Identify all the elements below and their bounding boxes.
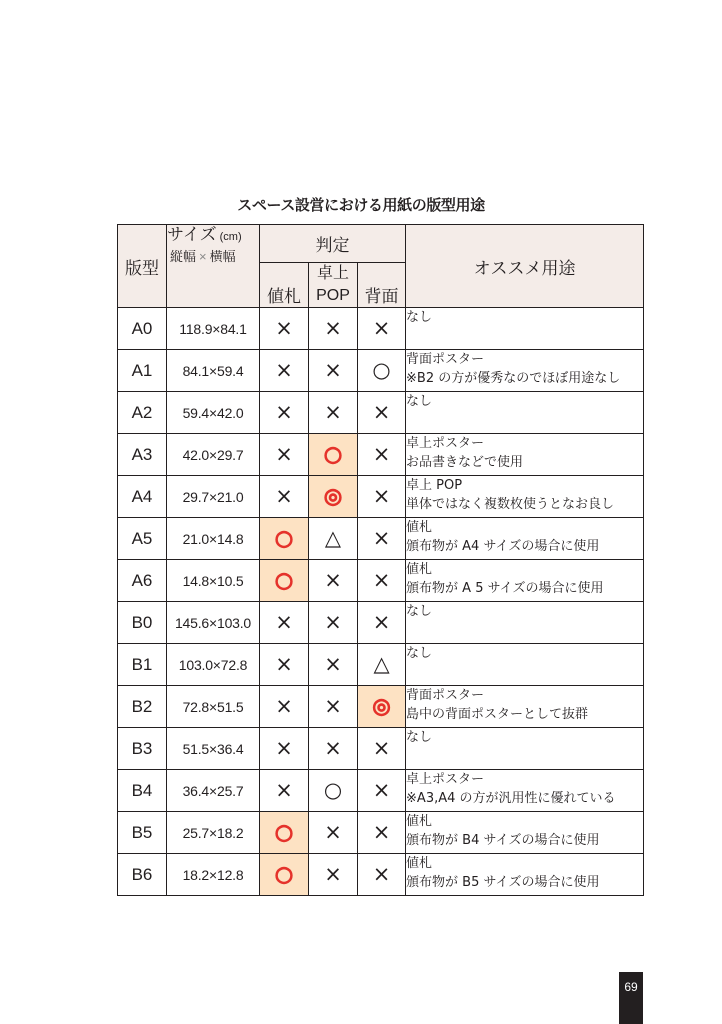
usage-line: なし <box>406 730 433 745</box>
price-tag-mark-cell <box>260 686 309 728</box>
header-size <box>167 225 260 308</box>
price-tag-mark: × <box>275 609 293 634</box>
usage-line: 卓上ポスター <box>406 772 485 787</box>
back-mark-cell <box>358 518 406 560</box>
back-mark: × <box>372 315 391 340</box>
price-tag-mark-cell <box>260 560 309 602</box>
desk-pop-mark-cell <box>309 392 358 434</box>
desk-pop-mark: ◎ <box>323 483 343 508</box>
usage-line: 島中の背面ポスターとして抜群 <box>406 707 589 722</box>
price-tag-mark-cell <box>260 518 309 560</box>
desk-pop-mark-cell <box>309 686 358 728</box>
usage-line: なし <box>406 394 433 409</box>
back-mark: × <box>372 567 391 592</box>
price-tag-mark-cell <box>260 392 309 434</box>
table-row <box>118 350 644 392</box>
size-cell: 145.6×103.0 <box>167 602 260 644</box>
usage-cell <box>406 728 644 770</box>
usage-line: 値札 <box>406 562 433 577</box>
usage-cell <box>406 392 644 434</box>
header-dims-height: 縦幅 <box>170 249 197 264</box>
usage-line: なし <box>406 646 433 661</box>
usage-line: なし <box>406 604 433 619</box>
header-desk-pop <box>309 263 358 308</box>
price-tag-mark: × <box>275 777 293 802</box>
back-mark: × <box>372 483 391 508</box>
back-mark: △ <box>373 651 390 676</box>
usage-line: 単体ではなく複数枚使うとなお良し <box>406 497 615 512</box>
back-mark: × <box>372 861 391 886</box>
table-row <box>118 308 644 350</box>
size-cell: 29.7×21.0 <box>167 476 260 518</box>
size-cell: 118.9×84.1 <box>167 308 260 350</box>
plate-cell: A1 <box>118 350 167 392</box>
desk-pop-mark-cell <box>309 728 358 770</box>
plate-cell: B1 <box>118 644 167 686</box>
back-mark-cell <box>358 350 406 392</box>
usage-line: 値札 <box>406 520 433 535</box>
price-tag-mark: × <box>275 399 293 424</box>
size-cell: 103.0×72.8 <box>167 644 260 686</box>
desk-pop-mark-cell <box>309 644 358 686</box>
table-row <box>118 770 644 812</box>
size-cell: 84.1×59.4 <box>167 350 260 392</box>
back-mark-cell <box>358 812 406 854</box>
price-tag-mark: × <box>275 693 293 718</box>
header-judgement: 判定 <box>260 225 406 263</box>
plate-cell: B2 <box>118 686 167 728</box>
price-tag-mark-cell <box>260 854 309 896</box>
size-cell: 36.4×25.7 <box>167 770 260 812</box>
usage-line: 値札 <box>406 856 433 871</box>
plate-cell: A2 <box>118 392 167 434</box>
back-mark-cell <box>358 686 406 728</box>
plate-usage-table <box>117 224 644 896</box>
header-desk-pop-line2: POP <box>316 287 350 304</box>
table-row <box>118 560 644 602</box>
desk-pop-mark-cell <box>309 308 358 350</box>
back-mark: ◎ <box>372 693 391 718</box>
plate-cell: B4 <box>118 770 167 812</box>
size-cell: 72.8×51.5 <box>167 686 260 728</box>
page-number-badge: 69 <box>619 972 643 1024</box>
size-cell: 21.0×14.8 <box>167 518 260 560</box>
usage-cell <box>406 350 644 392</box>
size-cell: 51.5×36.4 <box>167 728 260 770</box>
desk-pop-mark: × <box>324 651 342 676</box>
desk-pop-mark: × <box>324 399 342 424</box>
price-tag-mark: ○ <box>274 819 294 844</box>
back-mark: ○ <box>372 357 391 382</box>
price-tag-mark-cell <box>260 602 309 644</box>
header-price-tag: 値札 <box>260 263 309 308</box>
desk-pop-mark: × <box>324 735 342 760</box>
usage-line: お品書きなどで使用 <box>406 455 524 470</box>
usage-line: 頒布物が A4 サイズの場合に使用 <box>406 539 600 554</box>
desk-pop-mark: × <box>324 861 342 886</box>
desk-pop-mark-cell <box>309 476 358 518</box>
usage-line: 頒布物が A 5 サイズの場合に使用 <box>406 581 604 596</box>
usage-cell <box>406 434 644 476</box>
usage-line: ※A3,A4 の方が汎用性に優れている <box>406 791 616 806</box>
back-mark-cell <box>358 560 406 602</box>
price-tag-mark: × <box>275 651 293 676</box>
table-row <box>118 854 644 896</box>
back-mark-cell <box>358 728 406 770</box>
price-tag-mark: ○ <box>274 525 294 550</box>
price-tag-mark-cell <box>260 728 309 770</box>
table-header <box>118 225 644 308</box>
back-mark-cell <box>358 644 406 686</box>
table-row <box>118 644 644 686</box>
usage-line: 背面ポスター <box>406 352 485 367</box>
back-mark: × <box>372 777 391 802</box>
document-title: スペース設営における用紙の版型用途 <box>237 197 485 214</box>
header-size-label: サイズ <box>167 225 217 244</box>
price-tag-mark-cell <box>260 350 309 392</box>
usage-cell <box>406 644 644 686</box>
header-dims-sep: × <box>199 249 207 264</box>
back-mark-cell <box>358 308 406 350</box>
usage-cell <box>406 854 644 896</box>
plate-cell: B5 <box>118 812 167 854</box>
back-mark-cell <box>358 476 406 518</box>
price-tag-mark: × <box>275 483 293 508</box>
header-back: 背面 <box>358 263 406 308</box>
price-tag-mark-cell <box>260 644 309 686</box>
size-cell: 18.2×12.8 <box>167 854 260 896</box>
header-size-unit: (cm) <box>219 231 242 243</box>
back-mark: × <box>372 525 391 550</box>
plate-cell: B6 <box>118 854 167 896</box>
desk-pop-mark-cell <box>309 812 358 854</box>
price-tag-mark: × <box>275 735 293 760</box>
table-row <box>118 812 644 854</box>
desk-pop-mark-cell <box>309 854 358 896</box>
back-mark-cell <box>358 770 406 812</box>
usage-line: ※B2 の方が優秀なのでほぼ用途なし <box>406 371 621 386</box>
plate-cell: A3 <box>118 434 167 476</box>
back-mark-cell <box>358 602 406 644</box>
price-tag-mark: × <box>275 315 293 340</box>
table-row <box>118 392 644 434</box>
desk-pop-mark: × <box>324 609 342 634</box>
plate-cell: B0 <box>118 602 167 644</box>
desk-pop-mark: × <box>324 819 342 844</box>
back-mark-cell <box>358 854 406 896</box>
back-mark: × <box>372 819 391 844</box>
header-desk-pop-line1: 卓上 <box>316 265 349 282</box>
back-mark: × <box>372 441 391 466</box>
desk-pop-mark-cell <box>309 350 358 392</box>
desk-pop-mark-cell <box>309 770 358 812</box>
usage-line: 頒布物が B5 サイズの場合に使用 <box>406 875 600 890</box>
usage-line: 背面ポスター <box>406 688 485 703</box>
price-tag-mark: ○ <box>274 861 294 886</box>
header-recommended: オススメ用途 <box>406 225 644 308</box>
back-mark: × <box>372 399 391 424</box>
desk-pop-mark-cell <box>309 434 358 476</box>
plate-cell: A4 <box>118 476 167 518</box>
desk-pop-mark-cell <box>309 602 358 644</box>
usage-line: 卓上ポスター <box>406 436 485 451</box>
usage-cell <box>406 308 644 350</box>
table-row <box>118 686 644 728</box>
desk-pop-mark: × <box>324 693 342 718</box>
table-row <box>118 476 644 518</box>
desk-pop-mark-cell <box>309 518 358 560</box>
desk-pop-mark: × <box>324 357 342 382</box>
header-plate: 版型 <box>118 225 167 308</box>
plate-cell: A5 <box>118 518 167 560</box>
back-mark-cell <box>358 434 406 476</box>
price-tag-mark-cell <box>260 770 309 812</box>
price-tag-mark: × <box>275 357 293 382</box>
back-mark: × <box>372 735 391 760</box>
table-row <box>118 518 644 560</box>
usage-cell <box>406 518 644 560</box>
usage-line: なし <box>406 310 433 325</box>
size-cell: 25.7×18.2 <box>167 812 260 854</box>
usage-line: 値札 <box>406 814 433 829</box>
usage-cell <box>406 812 644 854</box>
usage-cell <box>406 602 644 644</box>
size-cell: 14.8×10.5 <box>167 560 260 602</box>
desk-pop-mark: ○ <box>323 777 343 802</box>
plate-cell: A0 <box>118 308 167 350</box>
desk-pop-mark: △ <box>324 525 342 550</box>
desk-pop-mark: ○ <box>323 441 343 466</box>
header-dims-width: 横幅 <box>209 249 236 264</box>
table-body <box>118 308 644 896</box>
table-row <box>118 728 644 770</box>
table-row <box>118 602 644 644</box>
back-mark: × <box>372 609 391 634</box>
usage-line: 頒布物が B4 サイズの場合に使用 <box>406 833 600 848</box>
price-tag-mark-cell <box>260 812 309 854</box>
usage-cell <box>406 560 644 602</box>
usage-cell <box>406 686 644 728</box>
desk-pop-mark: × <box>324 315 342 340</box>
price-tag-mark-cell <box>260 476 309 518</box>
desk-pop-mark: × <box>324 567 342 592</box>
table-row <box>118 434 644 476</box>
price-tag-mark: ○ <box>274 567 294 592</box>
usage-line: 卓上 POP <box>406 478 463 493</box>
price-tag-mark: × <box>275 441 293 466</box>
back-mark-cell <box>358 392 406 434</box>
price-tag-mark-cell <box>260 434 309 476</box>
size-cell: 59.4×42.0 <box>167 392 260 434</box>
plate-cell: B3 <box>118 728 167 770</box>
plate-cell: A6 <box>118 560 167 602</box>
usage-cell <box>406 476 644 518</box>
usage-cell <box>406 770 644 812</box>
size-cell: 42.0×29.7 <box>167 434 260 476</box>
desk-pop-mark-cell <box>309 560 358 602</box>
price-tag-mark-cell <box>260 308 309 350</box>
header-row-1 <box>118 225 644 263</box>
